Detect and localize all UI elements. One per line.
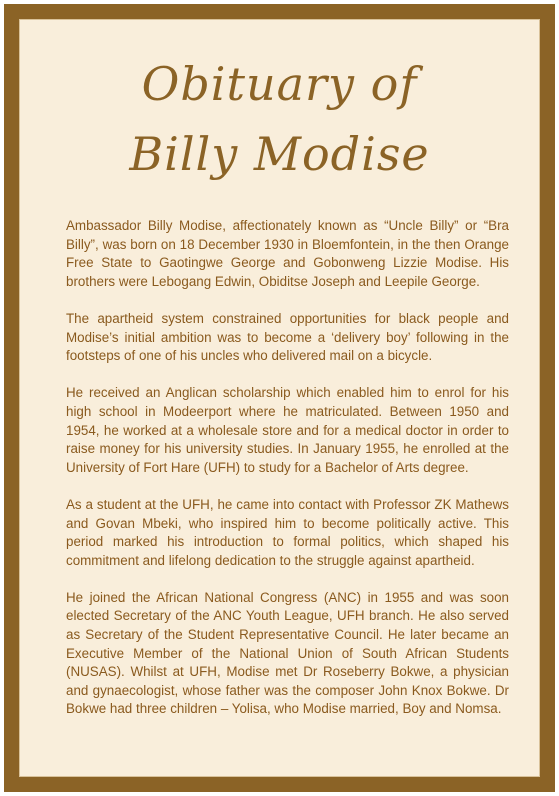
paragraph-2: The apartheid system constrained opportunities for black people and Modise’s initial ambition was to become a ‘delivery boy’ following in the footsteps of one of his uncles who delivered mail on a bicycle. — [66, 310, 509, 364]
title-line-1: Obituary of — [141, 57, 418, 111]
paragraph-1: Ambassador Billy Modise, affectionately known as “Uncle Billy” or “Bra Billy”, was born on 18 December 1930 in Bloemfontein, in the then Orange Free State to Gaotingwe George and Gobonweng Lizzie Modise. His brothers were Lebogang Edwin, Obiditse Joseph and Leepile George. — [66, 218, 509, 289]
obituary-body — [66, 217, 509, 738]
page-border-frame — [4, 4, 555, 792]
paragraph-3: He received an Anglican scholarship which enabled him to enrol for his high school in Modeerport where he matriculated. Between 1950 and 1954, he worked at a wholesale store and for a medical doctor in order to raise money for his university studies. In January 1955, he enrolled at the University of Fort Hare (UFH) to study for a Bachelor of Arts degree. — [66, 385, 509, 475]
title-line-2: Billy Modise — [129, 127, 430, 181]
paragraph-4: As a student at the UFH, he came into contact with Professor ZK Mathews and Govan Mbeki, who inspired him to become politically active. This period marked his introduction to formal politics, which shaped his commitment and lifelong dedication to the struggle against apartheid. — [66, 496, 509, 568]
paragraph-5: He joined the African National Congress (ANC) in 1955 and was soon elected Secretary of the ANC Youth League, UFH branch. He also served as Secretary of the Student Representative Council. He later became an Executive Member of the National Union of South African Students (NUSAS). Whilst at UFH, Modise met Dr Roseberry Bokwe, a physician and gynaecologist, whose father was the composer John Knox Bokwe. Dr Bokwe had three children – Yolisa, who Modise married, Boy and Nomsa. — [66, 589, 509, 717]
